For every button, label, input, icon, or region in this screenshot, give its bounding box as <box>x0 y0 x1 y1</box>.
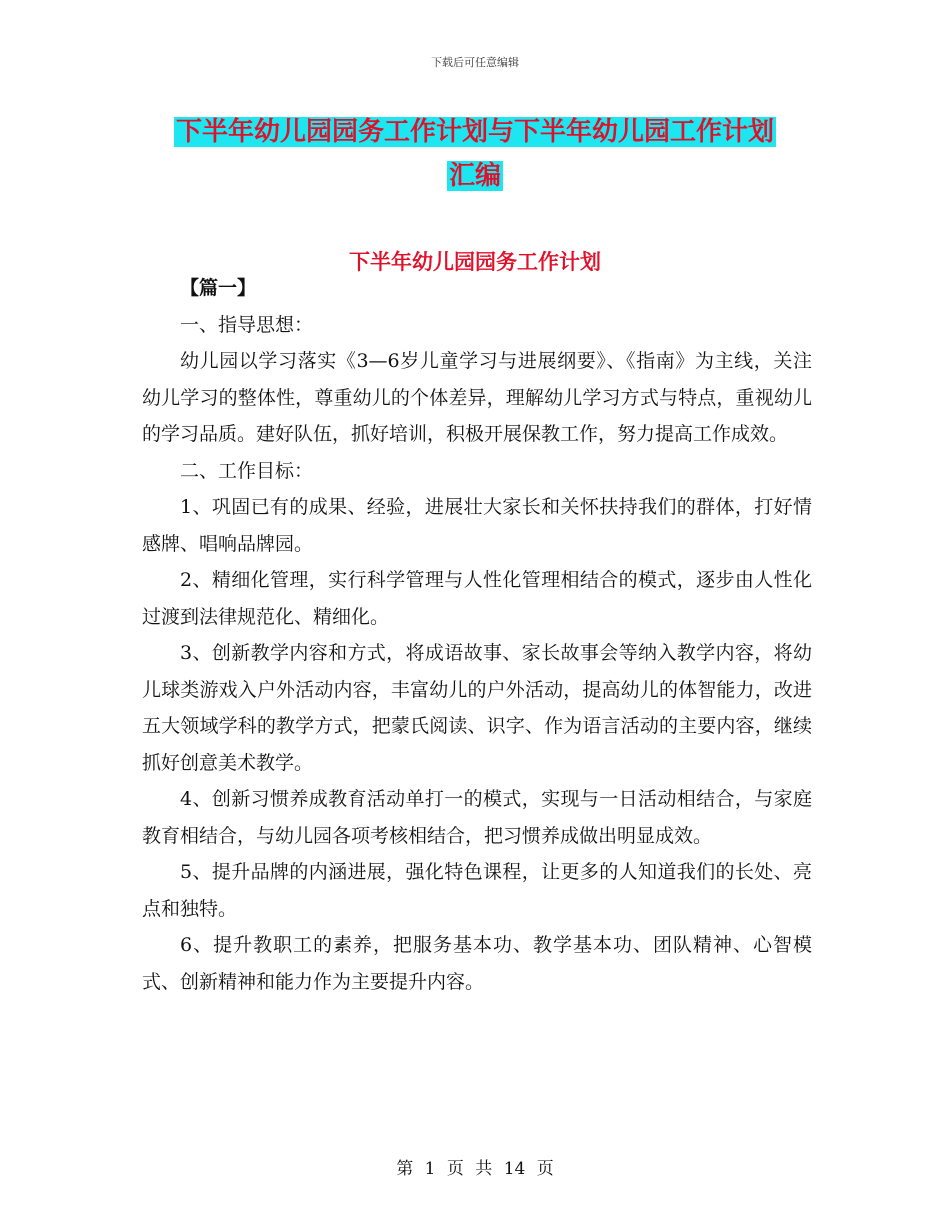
title-line-1: 下半年幼儿园园务工作计划与下半年幼儿园工作计划 <box>175 117 774 147</box>
paragraph: 5、提升品牌的内涵进展，强化特色课程，让更多的人知道我们的长处、亮点和独特。 <box>142 861 812 920</box>
paragraph: 3、创新教学内容和方式，将成语故事、家长故事会等纳入教学内容，将幼儿球类游戏入户外活动内容，丰富幼儿的户外活动，提高幼儿的体智能力，改进五大领域学科的教学方式，把蒙氏阅读、识字、作为语言活动的主要内容，继续抓好创意美术教学。 <box>142 642 812 774</box>
paragraph: 2、精细化管理，实行科学管理与人性化管理相结合的模式，逐步由人性化过渡到法律规范化、精细化。 <box>142 569 812 628</box>
document-body <box>142 270 812 1000</box>
paragraph: 6、提升教职工的素养，把服务基本功、教学基本功、团队精神、心智模式、创新精神和能力作为主要提升内容。 <box>142 934 812 993</box>
heading-work-goals: 二、工作目标： <box>180 459 314 482</box>
paragraph: 幼儿园以学习落实《3—6岁儿童学习与进展纲要》、《指南》为主线，关注幼儿学习的整体性，尊重幼儿的个体差异，理解幼儿学习方式与特点，重视幼儿的学习品质。建好队伍，抓好培训，积极开展保教工作，努力提高工作成效。 <box>142 350 812 445</box>
part-label: 【篇一】 <box>180 277 257 299</box>
title-line-2: 汇编 <box>448 161 501 191</box>
paragraph: 4、创新习惯养成教育活动单打一的模式，实现与一日活动相结合，与家庭教育相结合，与幼儿园各项考核相结合，把习惯养成做出明显成效。 <box>142 788 812 847</box>
paragraph: 1、巩固已有的成果、经验，进展壮大家长和关怀扶持我们的群体，打好情感牌、唱响品牌园。 <box>142 496 812 555</box>
header-note: 下载后可任意编辑 <box>431 56 519 69</box>
section-title: 下半年幼儿园园务工作计划 <box>349 250 601 274</box>
heading-guiding-thought: 一、指导思想： <box>180 313 314 336</box>
document-title <box>0 110 950 198</box>
page-footer: 第 1 页 共 14 页 <box>396 1159 554 1179</box>
